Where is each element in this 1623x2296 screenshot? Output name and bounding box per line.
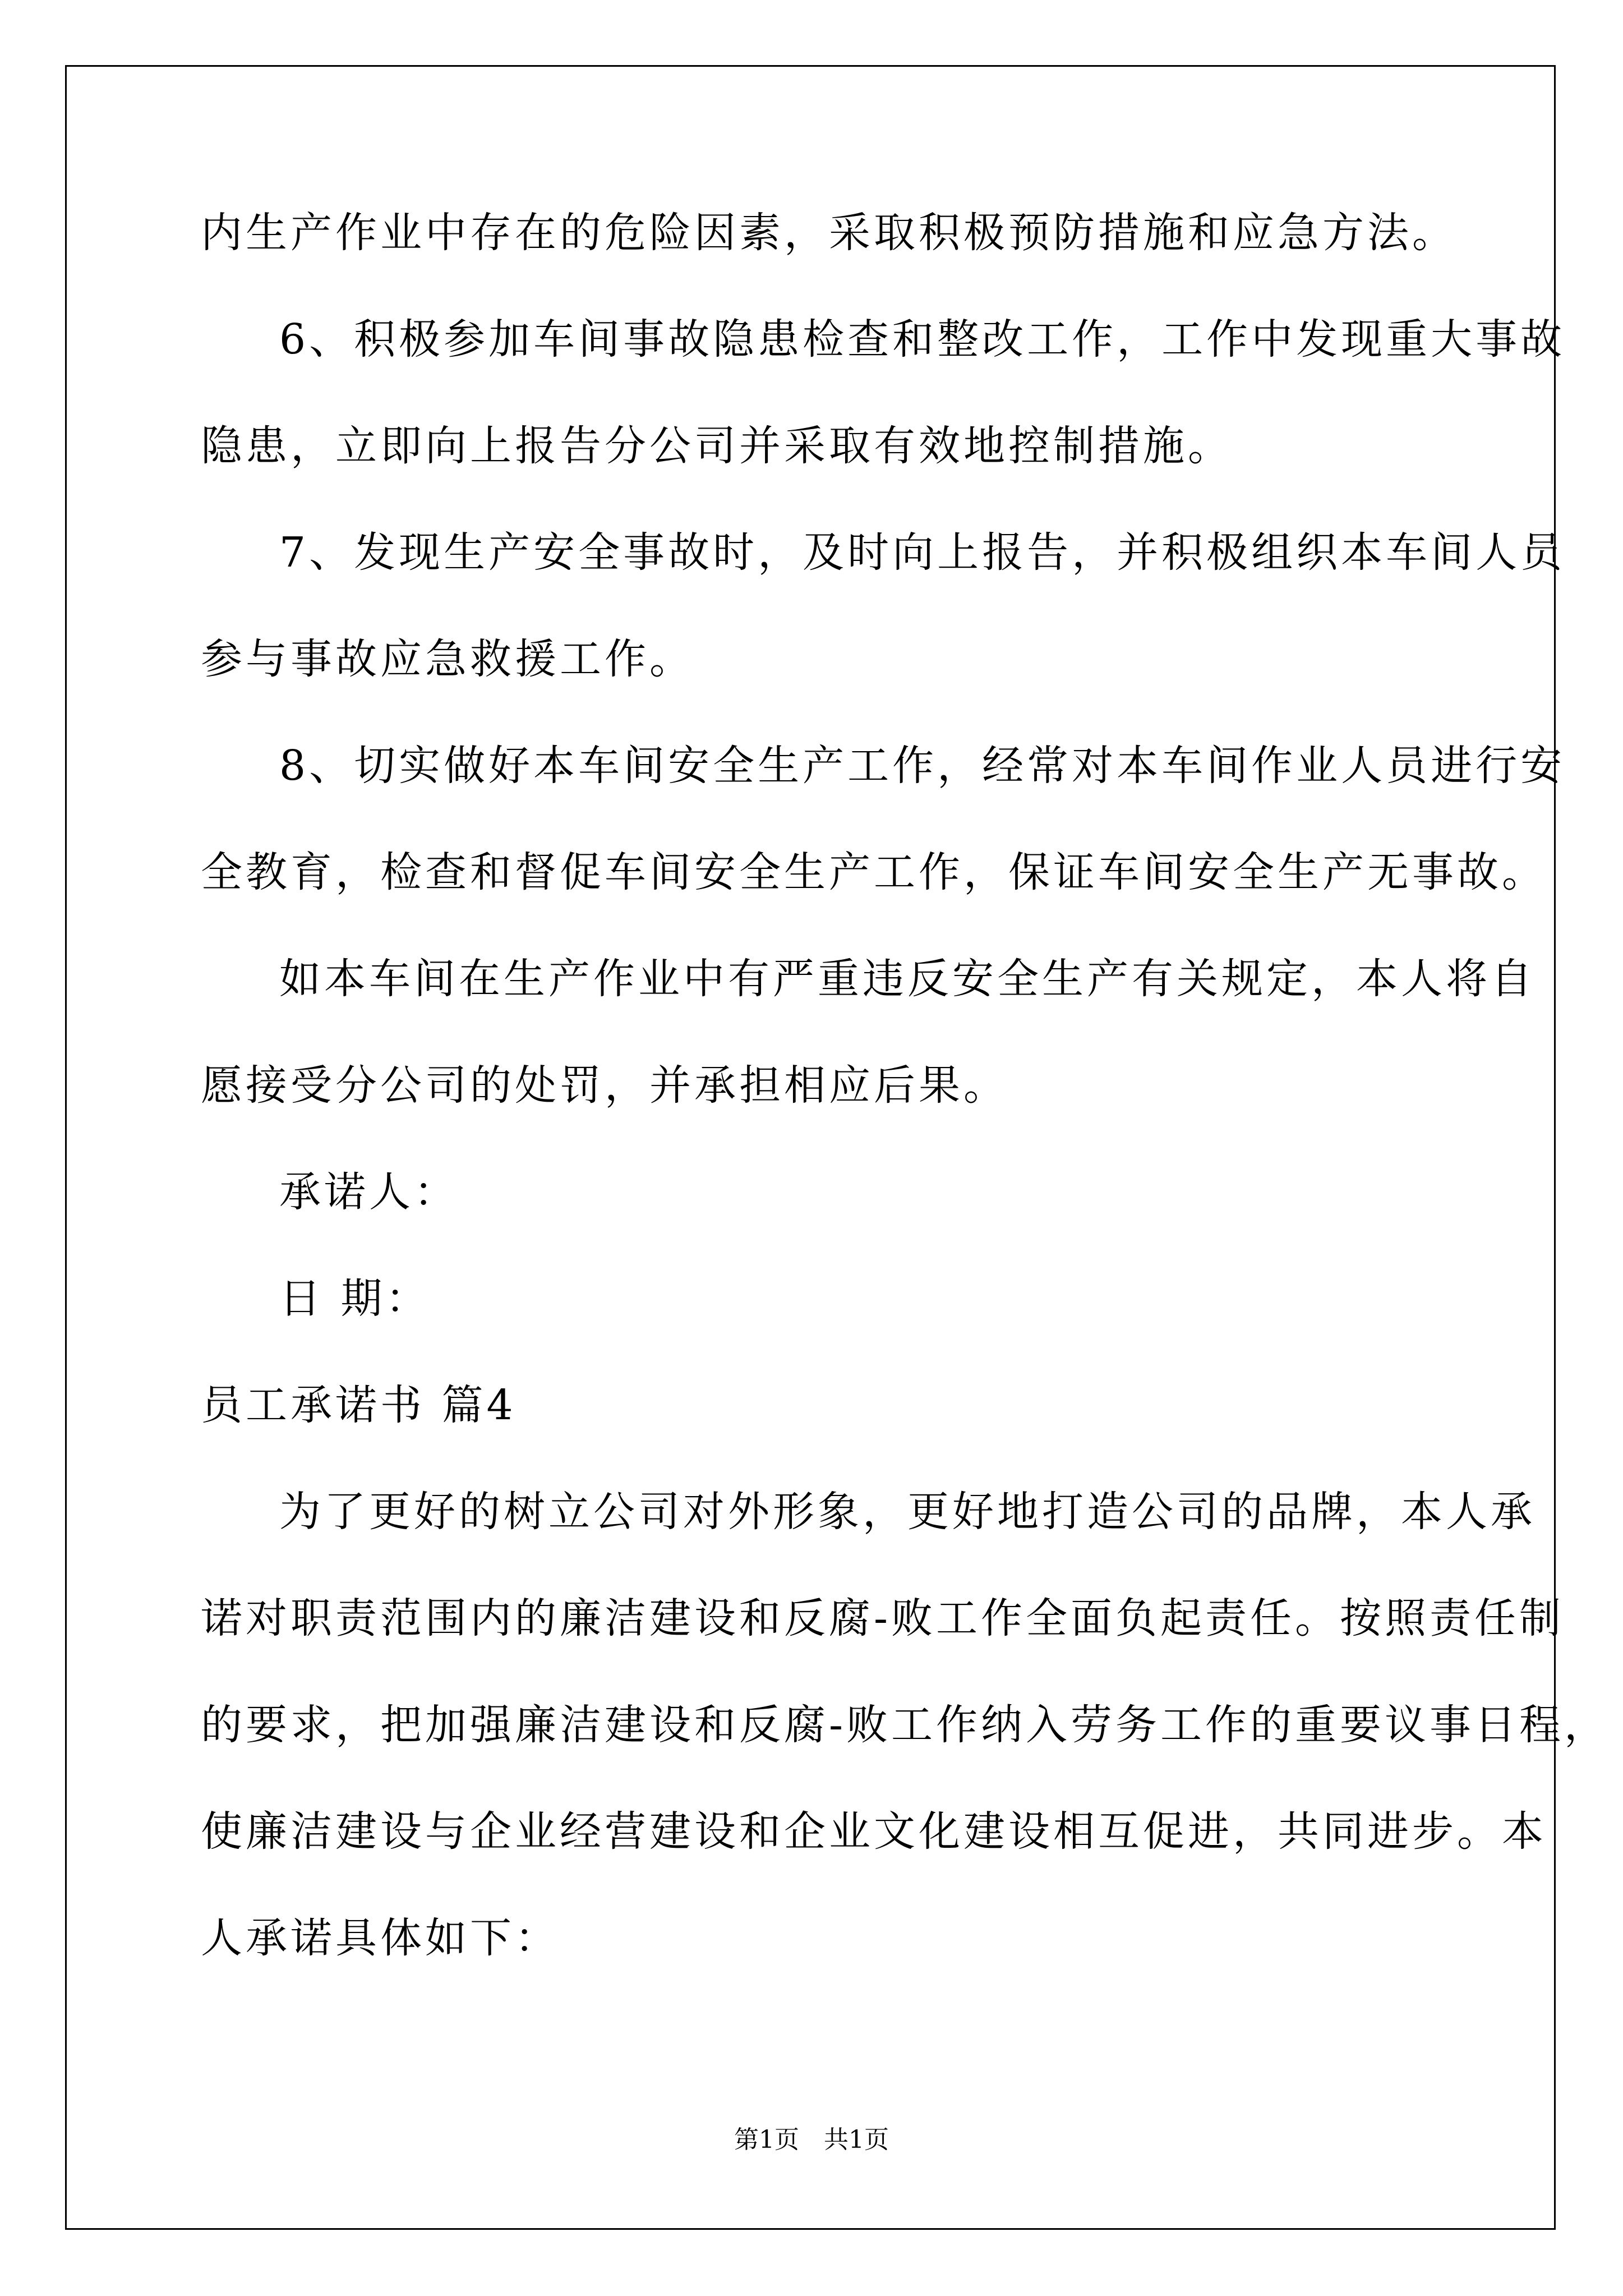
section-heading: 员工承诺书 篇4 (201, 1381, 517, 1429)
text-line: 使廉洁建设与企业经营建设和企业文化建设相互促进，共同进步。本 (201, 1807, 1547, 1856)
text-line: 如本车间在生产作业中有严重违反安全生产有关规定，本人将自 (279, 955, 1536, 1003)
text-line: 全教育，检查和督促车间安全生产工作，保证车间安全生产无事故。 (201, 848, 1547, 896)
text-line: 7、发现生产安全事故时，及时向上报告，并积极组织本车间人员 (279, 528, 1566, 577)
text-line: 愿接受分公司的处罚，并承担相应后果。 (201, 1061, 1008, 1110)
text-line: 8、切实做好本车间安全生产工作，经常对本车间作业人员进行安 (279, 742, 1566, 790)
text-line: 诺对职责范围内的廉洁建设和反腐-败工作全面负起责任。按照责任制 (201, 1594, 1565, 1642)
text-line: 参与事故应急救援工作。 (201, 635, 694, 683)
page-border (65, 65, 1556, 2230)
text-line: 隐患，立即向上报告分公司并采取有效地控制措施。 (201, 422, 1233, 470)
text-line: 6、积极参加车间事故隐患检查和整改工作，工作中发现重大事故 (279, 315, 1566, 364)
text-line: 的要求，把加强廉洁建设和反腐-败工作纳入劳务工作的重要议事日程， (201, 1701, 1609, 1749)
signer-label: 承诺人： (279, 1168, 459, 1216)
text-line: 内生产作业中存在的危险因素，采取积极预防措施和应急方法。 (201, 209, 1457, 257)
text-line: 人承诺具体如下： (201, 1914, 560, 1962)
page-footer: 第1页 共1页 (734, 2125, 889, 2154)
text-line: 为了更好的树立公司对外形象，更好地打造公司的品牌，本人承 (279, 1488, 1536, 1536)
date-label: 日 期： (279, 1274, 431, 1323)
